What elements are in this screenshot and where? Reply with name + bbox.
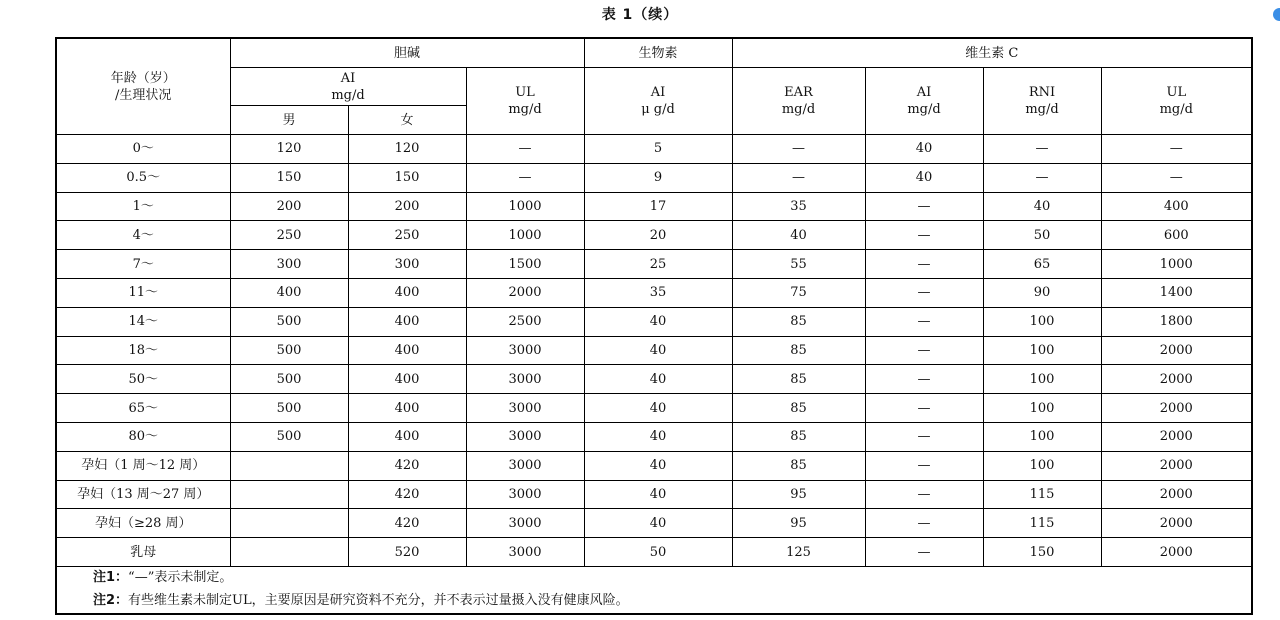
vitc-ai-cell: —	[865, 278, 983, 307]
vitc-rni-cell: 100	[983, 307, 1101, 336]
age-header-sub: /生理状况	[115, 87, 172, 103]
male-ai-cell	[230, 480, 348, 509]
vitc-ear-cell: 40	[732, 221, 865, 250]
vitc-ear-label: EAR	[784, 85, 813, 100]
female-ai-cell: 200	[348, 192, 466, 221]
vitc-rni-cell: 100	[983, 394, 1101, 423]
vitc-ul-cell: —	[1101, 135, 1252, 164]
choline-ul-cell: 2000	[466, 278, 584, 307]
vitc-ul-cell: —	[1101, 163, 1252, 192]
age-cell: 18～	[56, 336, 230, 365]
choline-ul-cell: —	[466, 163, 584, 192]
vitc-rni-cell: 40	[983, 192, 1101, 221]
vitc-ul-cell: 1000	[1101, 250, 1252, 279]
vitc-ear-cell: 85	[732, 394, 865, 423]
nutrient-table	[55, 37, 1253, 615]
choline-ul-cell: 3000	[466, 394, 584, 423]
biotin-ai-cell: 40	[584, 451, 732, 480]
choline-ul-cell: 3000	[466, 336, 584, 365]
vitc-rni-cell: 100	[983, 451, 1101, 480]
female-ai-cell: 420	[348, 480, 466, 509]
biotin-ai-header	[584, 68, 732, 135]
vitc-ai-cell: —	[865, 451, 983, 480]
female-ai-cell: 520	[348, 538, 466, 567]
male-ai-cell: 120	[230, 135, 348, 164]
vitc-ul-cell: 600	[1101, 221, 1252, 250]
vitc-ear-cell: 85	[732, 422, 865, 451]
vitc-ear-cell: 125	[732, 538, 865, 567]
table-row	[56, 307, 1252, 336]
age-cell: 0.5～	[56, 163, 230, 192]
female-ai-cell: 420	[348, 509, 466, 538]
vitc-ul-cell: 2000	[1101, 422, 1252, 451]
table-row	[56, 250, 1252, 279]
biotin-ai-cell: 35	[584, 278, 732, 307]
vitc-ear-cell: 85	[732, 336, 865, 365]
vitc-ul-cell: 2000	[1101, 509, 1252, 538]
vitc-ear-cell: 95	[732, 509, 865, 538]
vitc-rni-cell: 100	[983, 422, 1101, 451]
age-cell: 孕妇（13 周～27 周）	[56, 480, 230, 509]
male-ai-cell: 150	[230, 163, 348, 192]
biotin-ai-unit: μ g/d	[641, 102, 675, 117]
vitc-ul-unit: mg/d	[1159, 102, 1193, 117]
vitc-ul-cell: 2000	[1101, 365, 1252, 394]
female-ai-cell: 300	[348, 250, 466, 279]
vitc-rni-cell: 65	[983, 250, 1101, 279]
table-row	[56, 278, 1252, 307]
biotin-header: 生物素	[584, 38, 732, 68]
age-cell: 1～	[56, 192, 230, 221]
vitc-rni-cell: 115	[983, 480, 1101, 509]
female-ai-cell: 150	[348, 163, 466, 192]
vitc-ear-header	[732, 68, 865, 135]
age-cell: 80～	[56, 422, 230, 451]
vitc-ear-cell: 95	[732, 480, 865, 509]
choline-ai-unit: mg/d	[331, 87, 365, 103]
note-2	[56, 589, 1252, 614]
biotin-ai-label: AI	[650, 85, 666, 100]
vitc-ear-cell: —	[732, 135, 865, 164]
vitc-ai-cell: —	[865, 480, 983, 509]
vitc-ai-cell: —	[865, 336, 983, 365]
vitc-ai-unit: mg/d	[907, 102, 941, 117]
vitc-rni-cell: —	[983, 135, 1101, 164]
female-ai-cell: 420	[348, 451, 466, 480]
male-ai-cell: 500	[230, 422, 348, 451]
choline-ul-cell: 2500	[466, 307, 584, 336]
vitc-ai-cell: —	[865, 538, 983, 567]
age-cell: 14～	[56, 307, 230, 336]
vitc-ai-cell: 40	[865, 163, 983, 192]
vitc-ear-cell: 85	[732, 307, 865, 336]
age-cell: 7～	[56, 250, 230, 279]
biotin-ai-cell: 17	[584, 192, 732, 221]
vitc-ear-cell: —	[732, 163, 865, 192]
choline-ul-cell: 1500	[466, 250, 584, 279]
note-2-text: 有些维生素未制定UL，主要原因是研究资料不充分，并不表示过量摄入没有健康风险。	[128, 593, 629, 609]
note-1-text: “—”表示未制定。	[128, 570, 233, 586]
age-cell: 乳母	[56, 538, 230, 567]
vitc-ai-header	[865, 68, 983, 135]
vitc-rni-cell: 90	[983, 278, 1101, 307]
table-row	[56, 509, 1252, 538]
age-cell: 孕妇（≥28 周）	[56, 509, 230, 538]
biotin-ai-cell: 40	[584, 365, 732, 394]
age-cell: 4～	[56, 221, 230, 250]
table-row	[56, 365, 1252, 394]
vitc-ul-cell: 1400	[1101, 278, 1252, 307]
male-ai-cell: 400	[230, 278, 348, 307]
table-row	[56, 394, 1252, 423]
female-ai-cell: 400	[348, 422, 466, 451]
vitc-ear-cell: 75	[732, 278, 865, 307]
female-header: 女	[348, 106, 466, 135]
choline-ul-label: UL	[515, 85, 535, 100]
biotin-ai-cell: 50	[584, 538, 732, 567]
vitc-ul-cell: 2000	[1101, 394, 1252, 423]
vitc-rni-cell: —	[983, 163, 1101, 192]
biotin-ai-cell: 40	[584, 336, 732, 365]
female-ai-cell: 400	[348, 307, 466, 336]
vitc-ai-cell: —	[865, 250, 983, 279]
vitc-rni-cell: 100	[983, 365, 1101, 394]
vitc-ear-unit: mg/d	[781, 102, 816, 117]
age-cell: 孕妇（1 周～12 周）	[56, 451, 230, 480]
male-ai-cell: 500	[230, 365, 348, 394]
vitc-ul-cell: 2000	[1101, 480, 1252, 509]
biotin-ai-cell: 20	[584, 221, 732, 250]
scroll-indicator[interactable]	[1273, 8, 1280, 21]
male-ai-cell: 500	[230, 307, 348, 336]
vitc-ul-header	[1101, 68, 1252, 135]
vitc-ear-cell: 85	[732, 365, 865, 394]
vitc-ai-cell: —	[865, 221, 983, 250]
vitc-rni-cell: 100	[983, 336, 1101, 365]
biotin-ai-cell: 9	[584, 163, 732, 192]
vitc-ai-cell: —	[865, 509, 983, 538]
vitc-rni-label: RNI	[1028, 85, 1056, 100]
biotin-ai-cell: 25	[584, 250, 732, 279]
choline-ul-cell: 3000	[466, 480, 584, 509]
choline-ul-cell: 3000	[466, 538, 584, 567]
female-ai-cell: 400	[348, 336, 466, 365]
age-cell: 65～	[56, 394, 230, 423]
biotin-ai-cell: 40	[584, 509, 732, 538]
vitc-ai-cell: —	[865, 394, 983, 423]
female-ai-cell: 400	[348, 394, 466, 423]
vitc-ul-label: UL	[1166, 85, 1187, 100]
male-header: 男	[230, 106, 348, 135]
choline-ul-cell: 1000	[466, 192, 584, 221]
age-cell: 0～	[56, 135, 230, 164]
biotin-ai-cell: 40	[584, 394, 732, 423]
note-1	[56, 566, 1252, 589]
male-ai-cell: 500	[230, 336, 348, 365]
vitc-rni-cell: 150	[983, 538, 1101, 567]
female-ai-cell: 400	[348, 278, 466, 307]
choline-ai-label: AI	[340, 70, 356, 86]
table-row	[56, 480, 1252, 509]
male-ai-cell: 300	[230, 250, 348, 279]
vitc-ear-cell: 85	[732, 451, 865, 480]
choline-ul-cell: 3000	[466, 451, 584, 480]
choline-ul-unit: mg/d	[508, 102, 542, 117]
vitc-rni-unit: mg/d	[1025, 102, 1059, 117]
male-ai-cell: 250	[230, 221, 348, 250]
choline-ai-header	[230, 68, 466, 106]
female-ai-cell: 400	[348, 365, 466, 394]
male-ai-cell	[230, 509, 348, 538]
table-row	[56, 451, 1252, 480]
vitc-ul-cell: 2000	[1101, 451, 1252, 480]
vitc-rni-cell: 50	[983, 221, 1101, 250]
biotin-ai-cell: 40	[584, 480, 732, 509]
table-row	[56, 336, 1252, 365]
male-ai-cell: 500	[230, 394, 348, 423]
vitc-ai-cell: —	[865, 422, 983, 451]
choline-ul-cell: 1000	[466, 221, 584, 250]
vitc-ai-cell: —	[865, 192, 983, 221]
vitc-ear-cell: 55	[732, 250, 865, 279]
choline-ul-cell: 3000	[466, 365, 584, 394]
vitc-ai-cell: —	[865, 307, 983, 336]
vitc-ai-cell: 40	[865, 135, 983, 164]
table-row	[56, 192, 1252, 221]
age-cell: 11～	[56, 278, 230, 307]
choline-header: 胆碱	[230, 38, 584, 68]
female-ai-cell: 120	[348, 135, 466, 164]
female-ai-cell: 250	[348, 221, 466, 250]
vitc-ear-cell: 35	[732, 192, 865, 221]
male-ai-cell	[230, 538, 348, 567]
male-ai-cell: 200	[230, 192, 348, 221]
vitc-ul-cell: 2000	[1101, 538, 1252, 567]
vitc-rni-header	[983, 68, 1101, 135]
vitc-rni-cell: 115	[983, 509, 1101, 538]
age-cell: 50～	[56, 365, 230, 394]
vitc-header: 维生素 C	[732, 38, 1252, 68]
biotin-ai-cell: 5	[584, 135, 732, 164]
vitc-ul-cell: 2000	[1101, 336, 1252, 365]
table-row	[56, 538, 1252, 567]
table-row	[56, 163, 1252, 192]
choline-ul-header	[466, 68, 584, 135]
male-ai-cell	[230, 451, 348, 480]
table-title: 表 1（续）	[601, 7, 679, 23]
age-header-label: 年龄（岁）	[110, 70, 176, 86]
note-1-label: 注1：	[93, 570, 129, 586]
table-row	[56, 221, 1252, 250]
note-2-label: 注2：	[93, 593, 129, 609]
vitc-ul-cell: 400	[1101, 192, 1252, 221]
biotin-ai-cell: 40	[584, 422, 732, 451]
table-row	[56, 135, 1252, 164]
choline-ul-cell: 3000	[466, 509, 584, 538]
biotin-ai-cell: 40	[584, 307, 732, 336]
age-header	[56, 38, 230, 135]
vitc-ai-cell: —	[865, 365, 983, 394]
choline-ul-cell: 3000	[466, 422, 584, 451]
choline-ul-cell: —	[466, 135, 584, 164]
vitc-ul-cell: 1800	[1101, 307, 1252, 336]
table-row	[56, 422, 1252, 451]
vitc-ai-label: AI	[916, 85, 932, 100]
